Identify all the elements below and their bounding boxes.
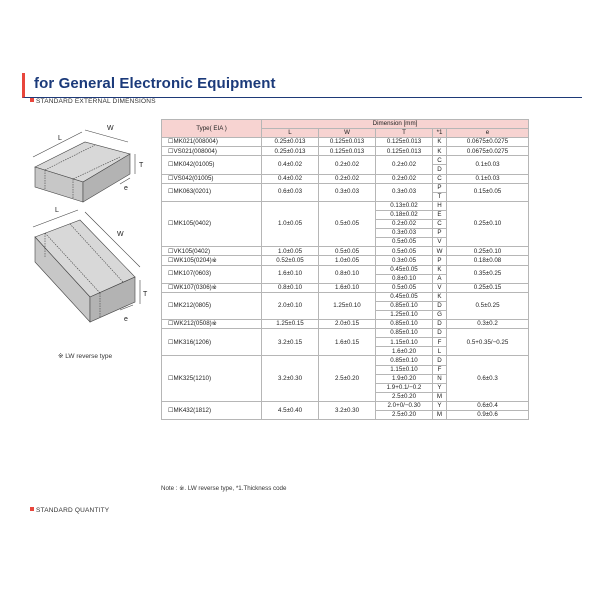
chip-diagram-bottom (33, 210, 140, 322)
table-row: D (162, 165, 529, 174)
red-square-icon (30, 98, 34, 102)
table-row: 1.15±0.10 F (162, 338, 529, 347)
section-label-dimensions: STANDARD EXTERNAL DIMENSIONS (30, 98, 156, 105)
table-row: 1.9+0.1/−0.2 Y (162, 383, 529, 392)
label-T-bottom: T (143, 291, 148, 298)
label-e-top: e (124, 185, 128, 192)
table-row: ☐MK212(0805) 2.0±0.10 1.25±0.10 0.45±0.05 K 0.5±0.25 (162, 292, 529, 301)
table-row: ☐VK105(0402) 1.0±0.05 0.5±0.05 0.5±0.05 W 0.25±0.10 (162, 247, 529, 256)
table-note: Note : ※. LW reverse type, *1.Thickness code (161, 485, 287, 492)
chip-diagram-top (33, 130, 135, 202)
table-row: ☐WK105(0204)※ 0.52±0.05 1.0±0.05 0.3±0.05 P 0.18±0.08 (162, 256, 529, 265)
col-e-header: e (447, 129, 529, 138)
table-row: 0.5±0.05 V (162, 238, 529, 247)
table-row: ☐MK063(0201) 0.6±0.03 0.3±0.03 0.3±0.03 P 0.15±0.05 (162, 183, 529, 192)
table-row: 1.6±0.20 L (162, 347, 529, 356)
col-W-header: W (319, 129, 376, 138)
table-row: ☐MK316(1206) 3.2±0.15 1.6±0.15 0.85±0.10 D 0.5+0.35/−0.25 (162, 329, 529, 338)
table-row: 0.2±0.02 C (162, 220, 529, 229)
table-row: 0.3±0.03 P (162, 229, 529, 238)
table-row: 1.15±0.10 F (162, 365, 529, 374)
table-row: 1.25±0.10 G (162, 310, 529, 319)
table-row: ☐MK021(008004) 0.25±0.013 0.125±0.013 0.125±0.013 K 0.0675±0.0275 (162, 138, 529, 147)
section-label-quantity: STANDARD QUANTITY (30, 507, 109, 514)
type-header: Type( EIA ) (162, 120, 262, 138)
table-row: 0.18±0.02 E (162, 210, 529, 219)
table-row: ☐MK107(0603) 1.6±0.10 0.8±0.10 0.45±0.05 K 0.35±0.25 (162, 265, 529, 274)
table-row: ☐WK107(0306)※ 0.8±0.10 1.6±0.10 0.5±0.05 V 0.25±0.15 (162, 283, 529, 292)
table-row: 0.85±0.10 D (162, 301, 529, 310)
table-row: ☐WK212(0508)※ 1.25±0.15 2.0±0.15 0.85±0.10 D 0.3±0.2 (162, 320, 529, 329)
col-L-header: L (262, 129, 319, 138)
dimension-table (161, 119, 529, 420)
table-row: 2.5±0.20 M (162, 392, 529, 401)
table-row: 0.8±0.10 A (162, 274, 529, 283)
table-row: T (162, 192, 529, 201)
label-L-top: L (58, 135, 62, 142)
table-row: ☐MK042(01005) 0.4±0.02 0.2±0.02 0.2±0.02 C 0.1±0.03 (162, 156, 529, 165)
red-square-icon (30, 507, 34, 511)
table-row: ☐VS021(008004) 0.25±0.013 0.125±0.013 0.125±0.013 K 0.0675±0.0275 (162, 147, 529, 156)
col-T-header: T (376, 129, 433, 138)
label-T-top: T (139, 162, 144, 169)
label-e-bottom: e (124, 316, 128, 323)
lw-reverse-note: ※ LW reverse type (58, 353, 113, 360)
table-row: ☐MK105(0402) 1.0±0.05 0.5±0.05 0.13±0.02 H 0.25±0.10 (162, 201, 529, 210)
label-W-top: W (107, 125, 114, 132)
table-row: ☐MK432(1812) 4.5±0.40 3.2±0.30 2.0+0/−0.30 Y 0.6±0.4 (162, 401, 529, 410)
dimension-header: Dimension [mm] (262, 120, 529, 129)
label-L-bottom: L (55, 207, 59, 214)
table-row: ☐MK325(1210) 3.2±0.30 2.5±0.20 0.85±0.10 D 0.6±0.3 (162, 356, 529, 365)
table-row: 2.5±0.20 M 0.9±0.6 (162, 411, 529, 420)
page-title: for General Electronic Equipment (34, 75, 276, 92)
table-row: 1.9±0.20 N (162, 374, 529, 383)
section-header-bar (22, 73, 582, 98)
table-row: ☐VS042(01005) 0.4±0.02 0.2±0.02 0.2±0.02 C 0.1±0.03 (162, 174, 529, 183)
col-mark-header: *1 (433, 129, 447, 138)
label-W-bottom: W (117, 231, 124, 238)
component-diagram (25, 112, 160, 372)
